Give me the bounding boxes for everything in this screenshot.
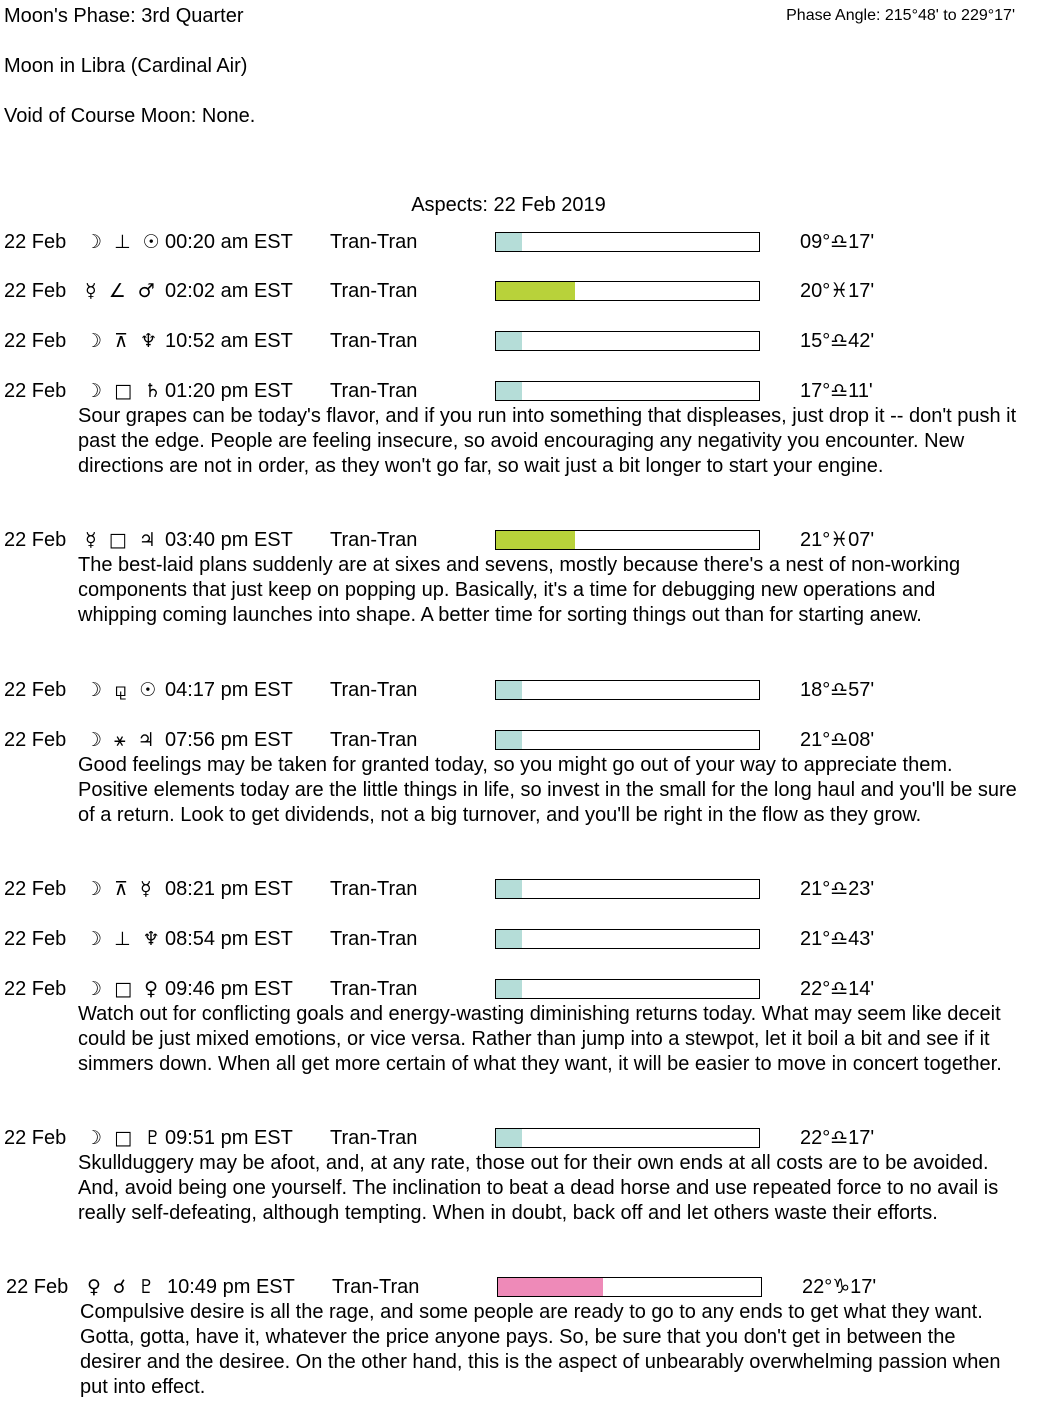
aspect-date: 22 Feb bbox=[4, 380, 67, 402]
aspect-symbols: ☽ ⊼ ♆ bbox=[85, 330, 161, 352]
strength-bar bbox=[495, 530, 760, 550]
aspect-row bbox=[4, 230, 1044, 254]
aspect-type: Tran-Tran bbox=[330, 679, 418, 701]
aspect-symbols: ☽ ⚼ ☉ bbox=[85, 679, 160, 701]
aspect-degree: 21°♎23' bbox=[800, 878, 875, 900]
strength-bar-fill bbox=[496, 332, 522, 350]
aspects-title: Aspects: 22 Feb 2019 bbox=[411, 194, 606, 216]
strength-bar-fill bbox=[496, 1129, 522, 1147]
strength-bar-fill bbox=[496, 681, 522, 699]
aspect-type: Tran-Tran bbox=[330, 380, 418, 402]
aspect-time: 09:46 pm EST bbox=[165, 978, 293, 1000]
aspect-date: 22 Feb bbox=[4, 231, 67, 253]
strength-bar bbox=[495, 331, 760, 351]
aspect-degree: 20°♓17' bbox=[800, 280, 875, 302]
strength-bar-fill bbox=[498, 1278, 603, 1296]
aspect-time: 09:51 pm EST bbox=[165, 1127, 293, 1149]
aspect-type: Tran-Tran bbox=[330, 928, 418, 950]
aspect-degree: 09°♎17' bbox=[800, 231, 875, 253]
aspect-type: Tran-Tran bbox=[330, 1127, 418, 1149]
aspect-time: 00:20 am EST bbox=[165, 231, 293, 253]
aspect-row bbox=[4, 927, 1044, 951]
aspect-symbols: ☽ □ ♄ bbox=[85, 380, 165, 402]
strength-bar-fill bbox=[496, 980, 522, 998]
strength-bar bbox=[495, 381, 760, 401]
aspect-time: 01:20 pm EST bbox=[165, 380, 293, 402]
aspect-date: 22 Feb bbox=[4, 928, 67, 950]
strength-bar bbox=[495, 232, 760, 252]
aspect-row bbox=[4, 728, 1044, 752]
aspect-row bbox=[6, 1275, 1046, 1299]
strength-bar bbox=[497, 1277, 762, 1297]
aspect-date: 22 Feb bbox=[4, 878, 67, 900]
aspect-symbols: ☿ □ ♃ bbox=[85, 529, 159, 551]
strength-bar-fill bbox=[496, 531, 575, 549]
aspect-time: 08:21 pm EST bbox=[165, 878, 293, 900]
aspect-time: 10:49 pm EST bbox=[167, 1276, 295, 1298]
aspect-description: Compulsive desire is all the rage, and some people are ready to go to any ends to get what they want. Gotta, gotta, have it, whatever the price anyone pays. So, be sure that you don't get in between the desirer and the desiree. On the other hand, this is the aspect of unbearably overwhelming passion when put into effect. bbox=[80, 1301, 1001, 1398]
aspect-date: 22 Feb bbox=[4, 679, 67, 701]
aspect-type: Tran-Tran bbox=[330, 729, 418, 751]
aspect-type: Tran-Tran bbox=[330, 330, 418, 352]
aspect-time: 08:54 pm EST bbox=[165, 928, 293, 950]
strength-bar bbox=[495, 879, 760, 899]
aspect-date: 22 Feb bbox=[6, 1276, 69, 1298]
strength-bar bbox=[495, 929, 760, 949]
aspect-symbols: ☽ □ ♀ bbox=[85, 978, 161, 1000]
aspect-type: Tran-Tran bbox=[330, 280, 418, 302]
aspect-type: Tran-Tran bbox=[330, 878, 418, 900]
aspect-row bbox=[4, 279, 1044, 303]
strength-bar-fill bbox=[496, 731, 522, 749]
strength-bar-fill bbox=[496, 880, 522, 898]
aspect-date: 22 Feb bbox=[4, 978, 67, 1000]
aspect-degree: 22°♎14' bbox=[800, 978, 875, 1000]
aspect-date: 22 Feb bbox=[4, 1127, 67, 1149]
aspect-degree: 15°♎42' bbox=[800, 330, 875, 352]
moon-sign: Moon in Libra (Cardinal Air) bbox=[4, 55, 248, 77]
aspect-degree: 17°♎11' bbox=[800, 380, 873, 402]
aspect-description: Good feelings may be taken for granted today, so you might go out of your way to appreciate them. Positive elements today are the little things in life, so invest in the small for the long haul and you'll be sure of a return. Look to get dividends, not a big turnover, and you'll be right in the flow as they grow. bbox=[78, 754, 1017, 826]
aspect-symbols: ☽ ⚹ ♃ bbox=[85, 729, 158, 751]
moon-phase: Moon's Phase: 3rd Quarter bbox=[4, 5, 244, 27]
aspect-row bbox=[4, 678, 1044, 702]
aspect-time: 10:52 am EST bbox=[165, 330, 293, 352]
aspect-type: Tran-Tran bbox=[332, 1276, 420, 1298]
aspect-date: 22 Feb bbox=[4, 280, 67, 302]
aspect-time: 04:17 pm EST bbox=[165, 679, 293, 701]
aspect-degree: 21°♎43' bbox=[800, 928, 875, 950]
aspect-symbols: ☽ ⊥ ☉ bbox=[85, 231, 163, 253]
aspect-row bbox=[4, 528, 1044, 552]
aspect-description: Sour grapes can be today's flavor, and if you run into something that displeases, just drop it -- don't push it past the edge. People are feeling insecure, so avoid encouraging any negativity you encounter. New directions are not in order, as they won't go far, so wait just a bit longer to start your engine. bbox=[78, 405, 1017, 477]
aspect-date: 22 Feb bbox=[4, 729, 67, 751]
aspect-time: 02:02 am EST bbox=[165, 280, 293, 302]
void-of-course: Void of Course Moon: None. bbox=[4, 105, 256, 127]
aspect-row bbox=[4, 379, 1044, 403]
aspect-degree: 22°♑17' bbox=[802, 1276, 877, 1298]
strength-bar-fill bbox=[496, 930, 522, 948]
aspect-degree: 22°♎17' bbox=[800, 1127, 875, 1149]
aspect-date: 22 Feb bbox=[4, 330, 67, 352]
strength-bar-fill bbox=[496, 382, 522, 400]
strength-bar-fill bbox=[496, 233, 522, 251]
aspect-time: 03:40 pm EST bbox=[165, 529, 293, 551]
aspect-time: 07:56 pm EST bbox=[165, 729, 293, 751]
strength-bar bbox=[495, 281, 760, 301]
strength-bar-fill bbox=[496, 282, 575, 300]
aspect-row bbox=[4, 877, 1044, 901]
aspect-row bbox=[4, 1126, 1044, 1150]
aspect-description: Watch out for conflicting goals and energy-wasting diminishing returns today. What may seem like deceit could be just mixed emotions, or vice versa. Rather than jump into a stewpot, let it boil a bit and see if it simmers down. When all get more certain of what they want, it will be easier to move in concert together. bbox=[78, 1003, 1002, 1075]
aspect-type: Tran-Tran bbox=[330, 231, 418, 253]
strength-bar bbox=[495, 1128, 760, 1148]
aspect-type: Tran-Tran bbox=[330, 978, 418, 1000]
aspect-row bbox=[4, 977, 1044, 1001]
aspect-symbols: ☽ ⊼ ☿ bbox=[85, 878, 155, 900]
strength-bar bbox=[495, 730, 760, 750]
aspect-degree: 21°♓07' bbox=[800, 529, 875, 551]
aspect-degree: 21°♎08' bbox=[800, 729, 875, 751]
aspect-degree: 18°♎57' bbox=[800, 679, 875, 701]
aspect-symbols: ☿ ∠ ♂ bbox=[85, 280, 158, 302]
aspect-symbols: ♀ ☌ ♇ bbox=[87, 1276, 158, 1298]
aspect-date: 22 Feb bbox=[4, 529, 67, 551]
aspect-row bbox=[4, 329, 1044, 353]
aspect-symbols: ☽ □ ♇ bbox=[85, 1127, 165, 1149]
aspect-symbols: ☽ ⊥ ♆ bbox=[85, 928, 163, 950]
aspect-description: The best-laid plans suddenly are at sixes and sevens, mostly because there's a nest of non-working components that just keep on popping up. Basically, it's a time for debugging new operations and whipping coming launches into shape. A better time for sorting things out than for starting anew. bbox=[78, 554, 961, 626]
aspect-type: Tran-Tran bbox=[330, 529, 418, 551]
strength-bar bbox=[495, 680, 760, 700]
phase-angle: Phase Angle: 215°48' to 229°17' bbox=[786, 7, 1015, 24]
strength-bar bbox=[495, 979, 760, 999]
aspect-description: Skullduggery may be afoot, and, at any rate, those out for their own ends at all costs are to be avoided. And, avoid being one yourself. The inclination to beat a dead horse and use repeated force to no avail is really self-defeating, although tempting. When in doubt, back off and let others waste their efforts. bbox=[78, 1152, 999, 1224]
